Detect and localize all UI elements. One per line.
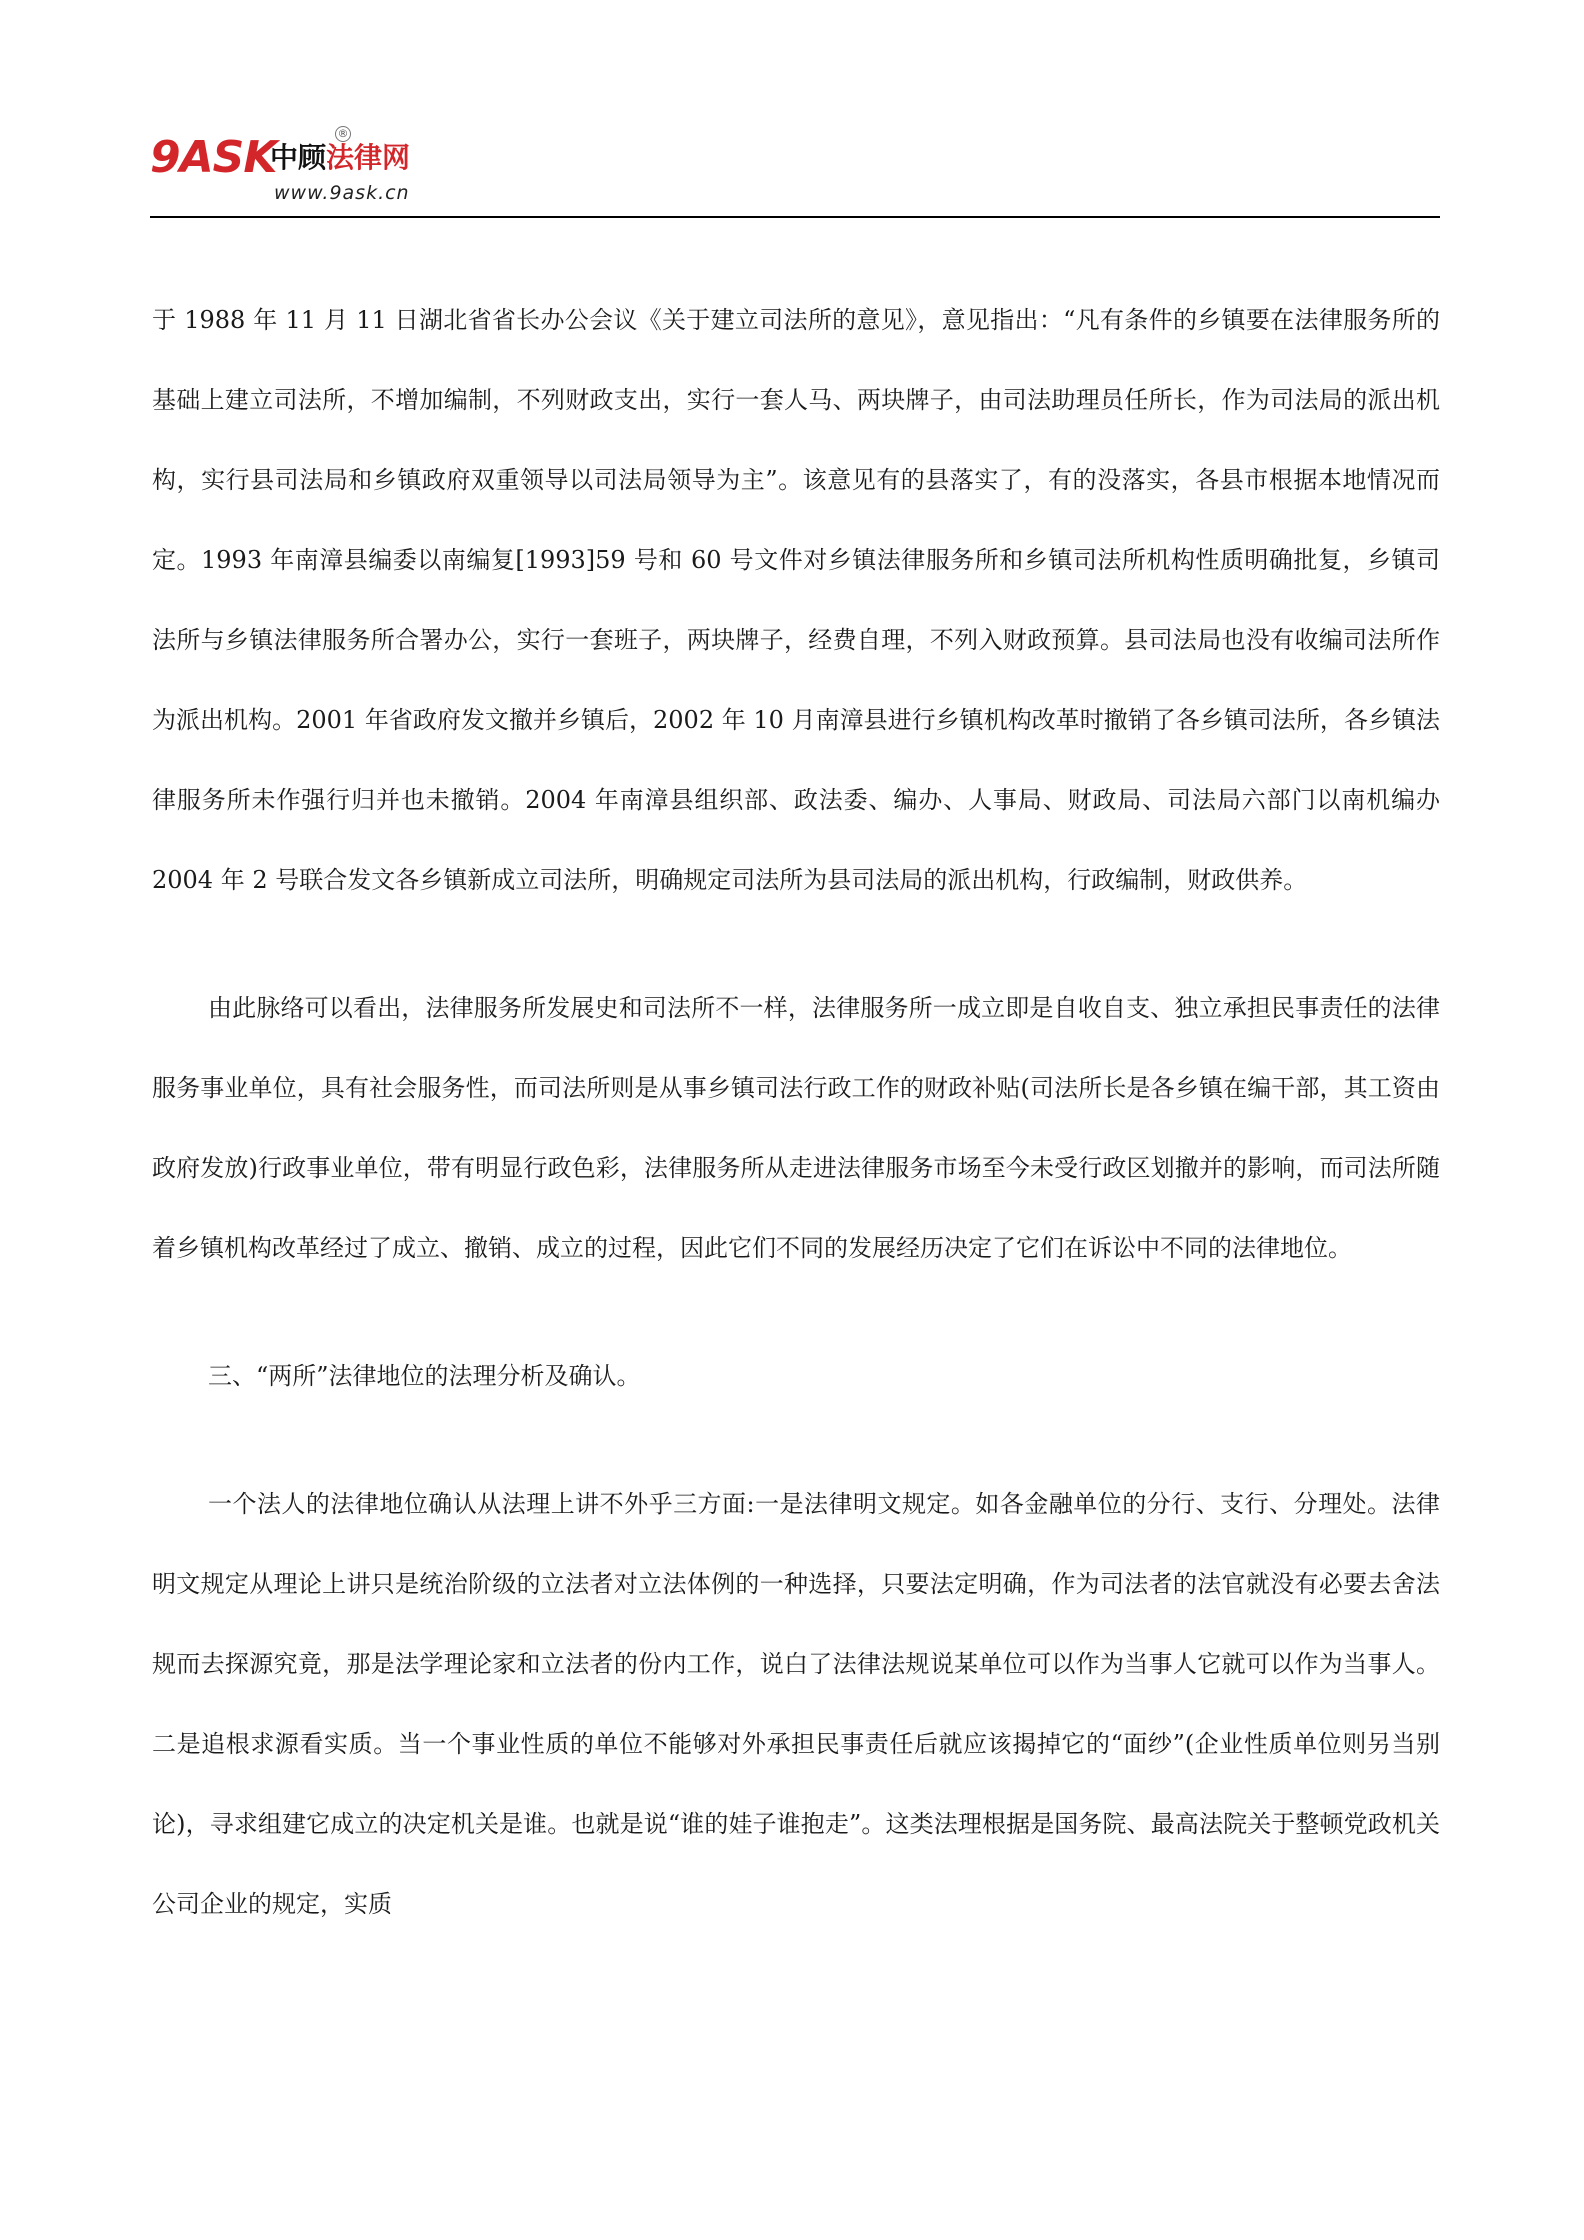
registered-icon: ® [335, 126, 351, 142]
logo-name-part2: 法律网 [326, 141, 411, 174]
header-divider [150, 216, 1440, 218]
document-body [152, 280, 1440, 1944]
page-header [150, 112, 1440, 218]
logo-url: www.9ask.cn [274, 182, 410, 204]
logo-name-part1: 中顾 [270, 141, 327, 174]
logo-name [270, 136, 410, 176]
logo-mark: 9ASK [150, 132, 277, 183]
site-logo[interactable] [150, 126, 470, 206]
paragraph-1: 于 1988 年 11 月 11 日湖北省省长办公会议《关于建立司法所的意见》，意见指出：“凡有条件的乡镇要在法律服务所的基础上建立司法所，不增加编制，不列财政支出，实行一套人马、两块牌子，由司法助理员任所长，作为司法局的派出机构，实行县司法局和乡镇政府双重领导以司法局领导为主”。该意见有的县落实了，有的没落实，各县市根据本地情况而定。1993 年南漳县编委以南编复[1993]59 号和 60 号文件对乡镇法律服务所和乡镇司法所机构性质明确批复，乡镇司法所与乡镇法律服务所合署办公，实行一套班子，两块牌子，经费自理，不列入财政预算。县司法局也没有收编司法所作为派出机构。2001 年省政府发文撤并乡镇后，2002 年 10 月南漳县进行乡镇机构改革时撤销了各乡镇司法所，各乡镇法律服务所未作强行归并也未撤销。2004 年南漳县组织部、政法委、编办、人事局、财政局、司法局六部门以南机编办 2004 年 2 号联合发文各乡镇新成立司法所，明确规定司法所为县司法局的派出机构，行政编制，财政供养。 [152, 306, 1440, 894]
paragraph-2: 由此脉络可以看出，法律服务所发展史和司法所不一样，法律服务所一成立即是自收自支、独立承担民事责任的法律服务事业单位，具有社会服务性，而司法所则是从事乡镇司法行政工作的财政补贴(司法所长是各乡镇在编干部，其工资由政府发放)行政事业单位，带有明显行政色彩，法律服务所从走进法律服务市场至今未受行政区划撤并的影响，而司法所随着乡镇机构改革经过了成立、撤销、成立的过程，因此它们不同的发展经历决定了它们在诉讼中不同的法律地位。 [152, 994, 1440, 1262]
section-heading: 三、“两所”法律地位的法理分析及确认。 [208, 1362, 641, 1390]
paragraph-3: 一个法人的法律地位确认从法理上讲不外乎三方面:一是法律明文规定。如各金融单位的分行、支行、分理处。法律明文规定从理论上讲只是统治阶级的立法者对立法体例的一种选择，只要法定明确，作为司法者的法官就没有必要去舍法规而去探源究竟，那是法学理论家和立法者的份内工作，说白了法律法规说某单位可以作为当事人它就可以作为当事人。二是追根求源看实质。当一个事业性质的单位不能够对外承担民事责任后就应该揭掉它的“面纱”(企业性质单位则另当别论)，寻求组建它成立的决定机关是谁。也就是说“谁的娃子谁抱走”。这类法理根据是国务院、最高法院关于整顿党政机关公司企业的规定，实质 [152, 1490, 1440, 1918]
